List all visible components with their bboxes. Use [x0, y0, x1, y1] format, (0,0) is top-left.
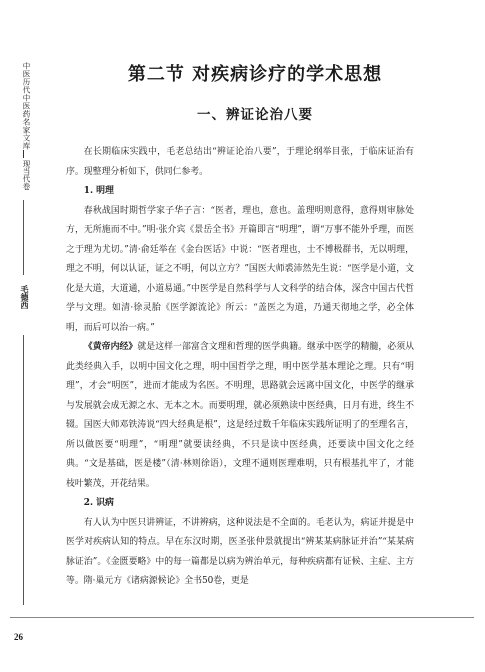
section-title: 第二节 对疾病诊疗的学术思想	[127, 64, 383, 85]
intro-paragraph: 在长期临床实践中，毛老总结出“辨证论治八要”，于理论纲举目张，于临床证治有序。现整理分析如下，供同仁参考。	[66, 147, 414, 177]
divider	[23, 200, 24, 275]
page-number: 26	[14, 632, 23, 642]
sidebar	[0, 0, 46, 672]
paragraph	[66, 338, 414, 494]
footer-rule	[10, 617, 474, 618]
book-title: 《黄帝内经》	[83, 342, 138, 352]
subsection-title: 一、辨证论治八要	[197, 107, 313, 123]
body-text	[66, 143, 414, 592]
era-label: 现当代卷	[22, 160, 31, 190]
paragraph-text: 就是这样一部富含文理和哲理的医学典籍。继承中医学的精髓，必须从此类经典入手，以明中国文化之理，明中国哲学之理，明中医学基本理论之理。只有“明理”，才会“明医”，进而才能成为名医。不明理，思路就会远离中国文化，中医学的继承与发展就会成无源之水、无本之木。而要明理，就必须熟读中医经典，日月有进，终生不辍。国医大师邓铁涛说“四大经典是根”，这是经过数千年临床实践所证明了的至理名言，所以做医要“明理”，“明理”就要读经典，不只是读中医经典，还要读中国文化之经典。“文是基础，医是楼”（清·林则徐语），文理不通则医理难明，只有根基扎牢了，才能枝叶繁茂，开花结果。	[66, 342, 415, 489]
paragraph: 有人认为中医只讲辨证，不讲辨病，这种说法是不全面的。毛老认为，病证并提是中医学对疾病认知的特点。早在东汉时期，医圣张仲景就提出“辨某某病脉证并治”“某某病脉证治”。《金匮要略》中的每一篇都是以病为辨治单元，每种疾病都有证候、主症、主方等。隋·巢元方《诸病源候论》全书50卷，更是	[66, 517, 414, 586]
divider	[23, 150, 24, 158]
divider	[23, 335, 24, 605]
series-title: 中医历代中医药名家文库	[22, 62, 31, 150]
heading-mingli: 1. 明理	[83, 186, 114, 196]
author-name: 毛德西	[20, 285, 30, 309]
heading-shibing: 2. 识病	[83, 498, 114, 508]
paragraph: 春秋战国时期哲学家子华子言：“医者，理也，意也。盖理明则意得，意得则审脉处方，无所施而不中。”明·张介宾《景岳全书》开篇即言“明理”，谓“万事不能外乎理，而医之于理为尤切。”清·俞廷举在《金台医话》中说：“医者理也，士不博极群书，无以明理，理之不明，何以认证，证之不明，何以立方？”国医大师裘沛然先生说：“医学是小道，文化是大道，大道通，小道易通。”中医学是自然科学与人文科学的结合体，深含中国古代哲学与文理。如清·徐灵胎《医学源流论》所云：“盖医之为道，乃通天彻地之学，必全体明，而后可以治一病。”	[66, 205, 414, 333]
